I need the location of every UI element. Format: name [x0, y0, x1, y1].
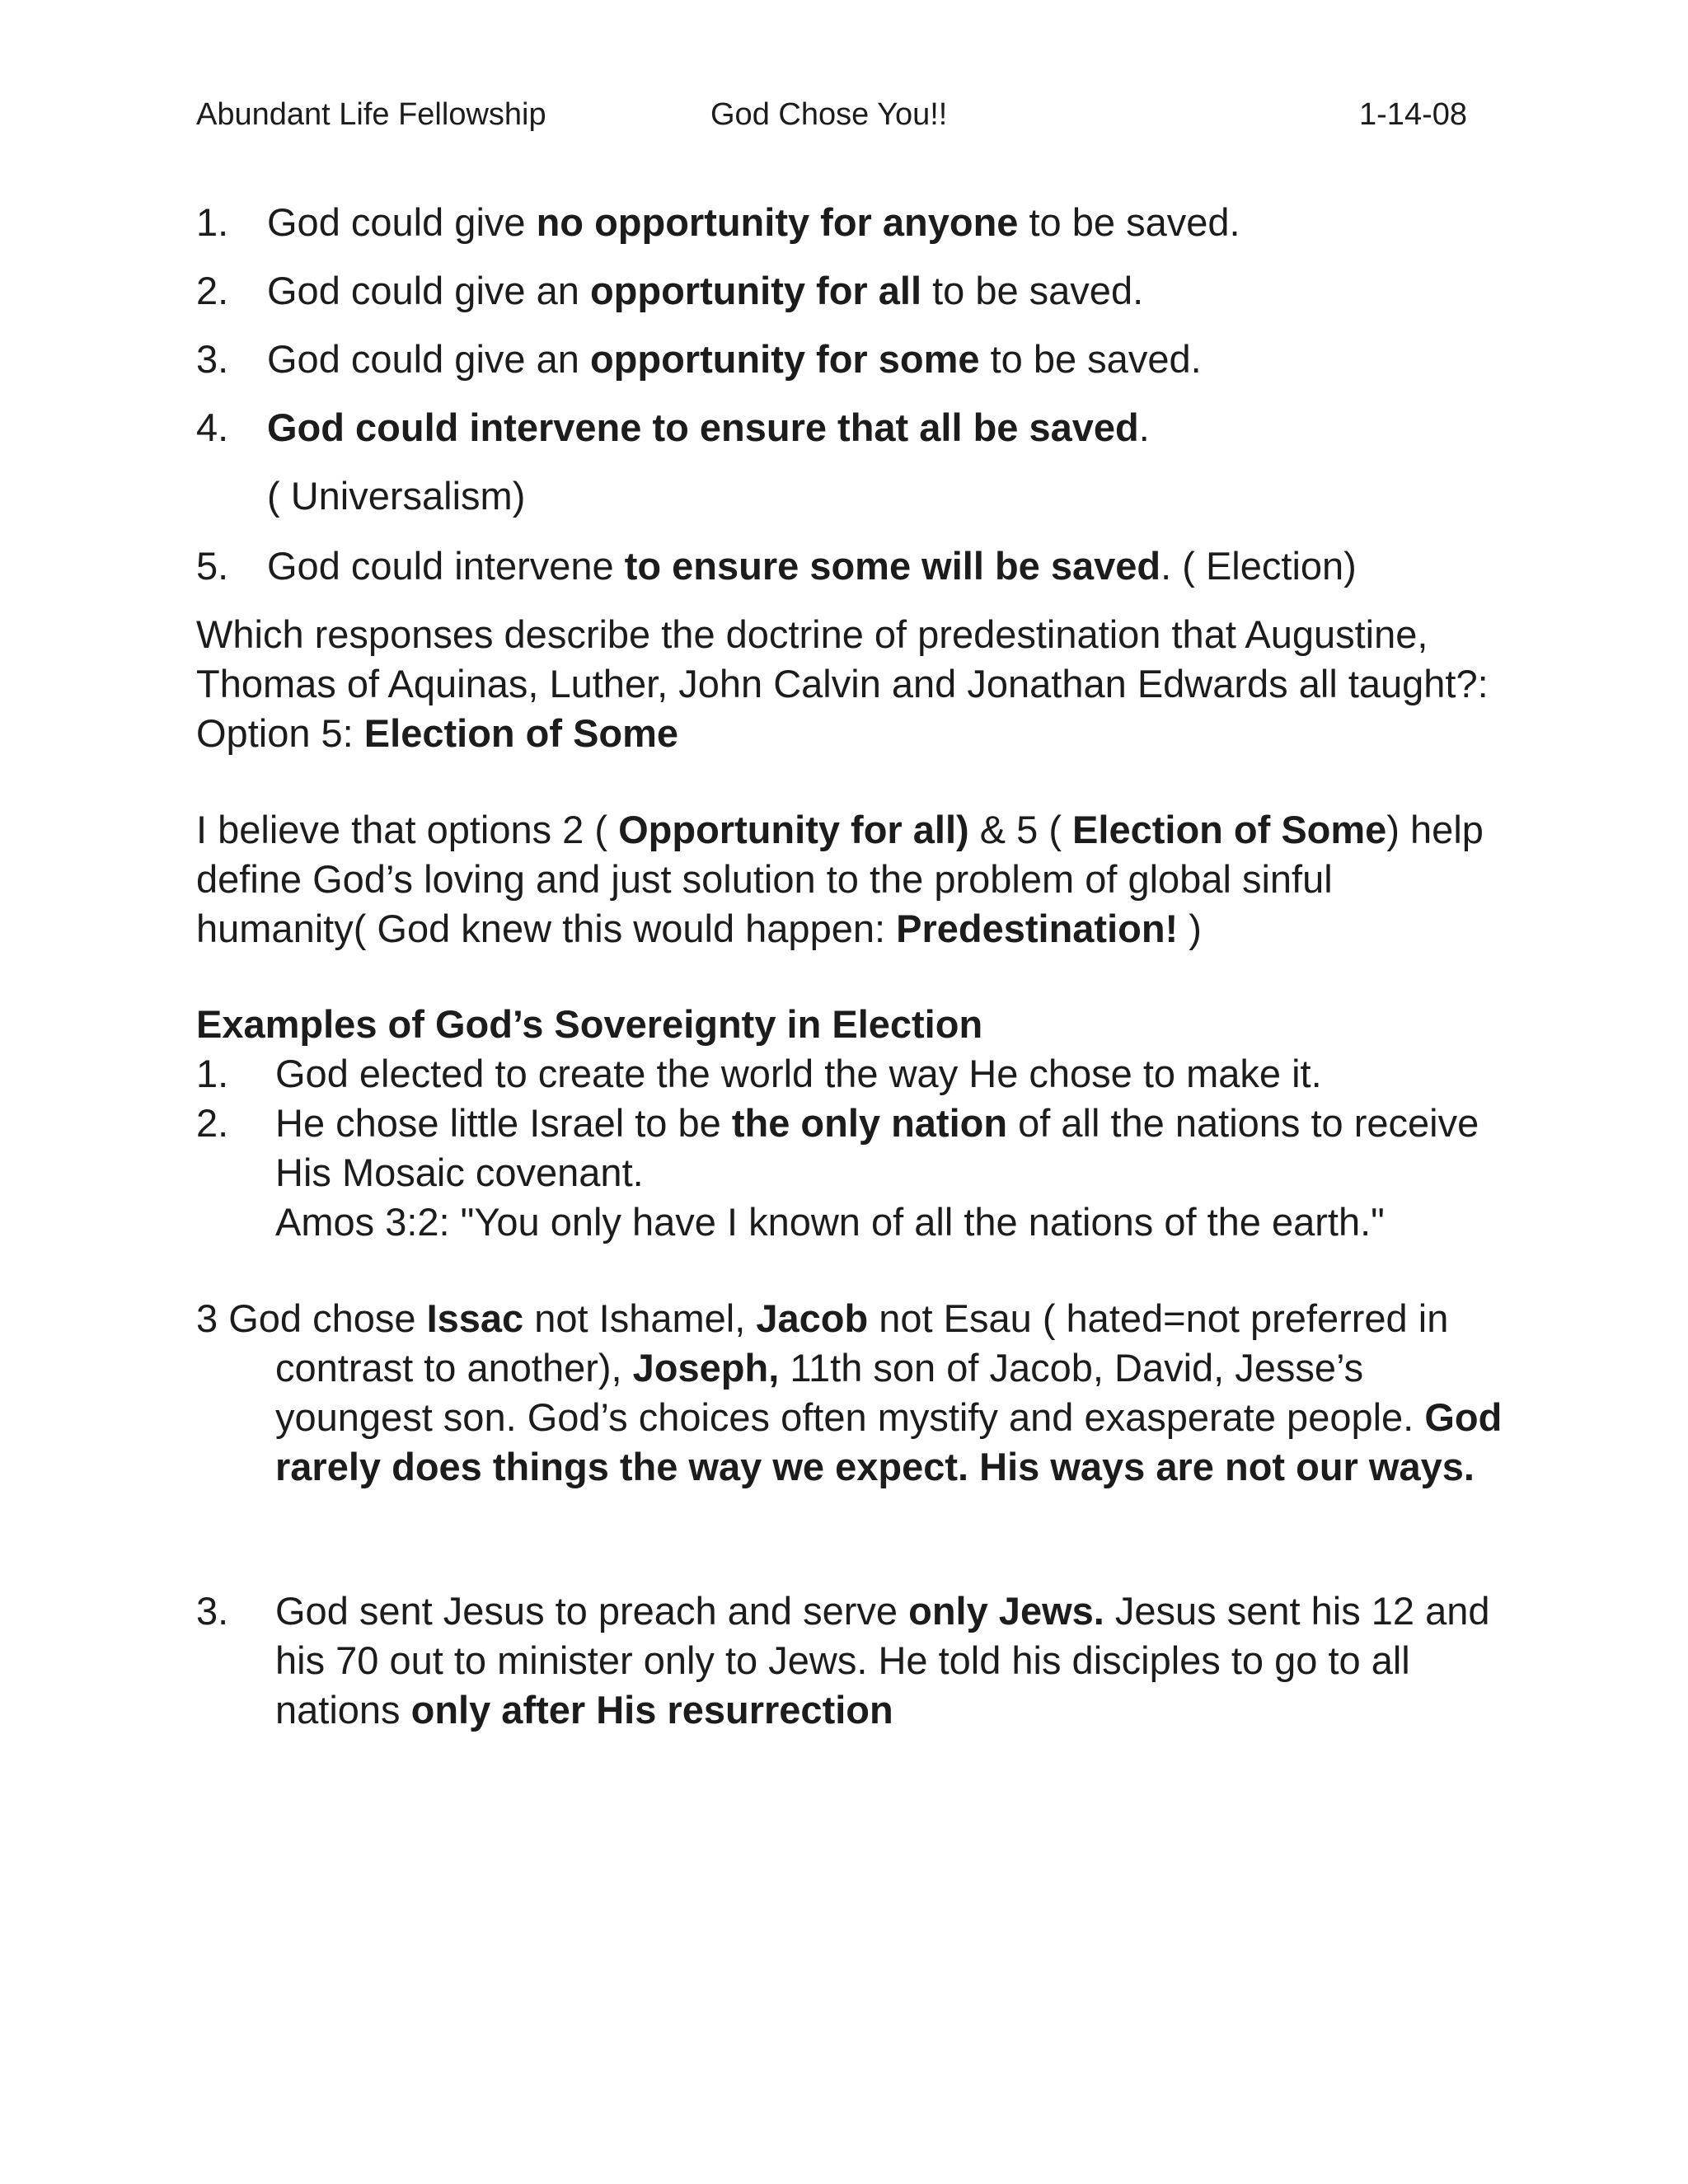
option-number: 1.: [196, 200, 229, 244]
option-1: 1. God could give no opportunity for anyone to be saved.: [196, 200, 1240, 244]
header-date: 1-14-08: [1359, 97, 1467, 132]
example-2: 2. He chose little Israel to be the only nation of all the nations to receive His Mosaic covenant. Amos 3:2: "You only have I known of all the nations of the earth.": [196, 1099, 1515, 1247]
scripture-quote: Amos 3:2: "You only have I known of all the nations of the earth.": [275, 1200, 1385, 1244]
option-2: 2. God could give an opportunity for all to be saved.: [196, 269, 1144, 312]
example-3: 3 God chose Issac not Ishamel, Jacob not Esau ( hated=not preferred in contrast to another), Joseph, 11th son of Jacob, David, Jesse’s youngest son. God’s choices often mystify and exasperate people. God rarely does things the way we expect. His ways are not our ways.: [196, 1296, 1503, 1488]
header-church-name: Abundant Life Fellowship: [196, 97, 546, 132]
page-header: [0, 97, 1688, 137]
belief-paragraph: I believe that options 2 ( Opportunity for all) & 5 ( Election of Some) help define God’s loving and just solution to the problem of global sinful humanity( God knew this would happen: Predestination! ): [196, 808, 1484, 950]
option-5: 5. God could intervene to ensure some will be saved. ( Election): [196, 544, 1357, 588]
example-number: 2.: [196, 1101, 229, 1145]
option-number: 4.: [196, 405, 229, 449]
example-1: 1. God elected to create the world the way He chose to make it.: [196, 1049, 1515, 1099]
example-number: 1.: [196, 1052, 229, 1095]
option-number: 3.: [196, 337, 229, 381]
option-4: 4. God could intervene to ensure that all be saved.: [196, 405, 1150, 449]
option-number: 2.: [196, 269, 229, 312]
example-4: 3. God sent Jesus to preach and serve only Jews. Jesus sent his 12 and his 70 out to minister only to Jews. He told his disciples to go to all nations only after His resurrection: [196, 1586, 1515, 1735]
example-number: 3.: [196, 1589, 229, 1633]
header-sermon-title: God Chose You!!: [710, 97, 948, 132]
predestination-question: Which responses describe the doctrine of predestination that Augustine, Thomas of Aquinas, Luther, John Calvin and Jonathan Edwards all taught?: Option 5: Election of Some: [196, 612, 1489, 755]
option-number: 5.: [196, 544, 229, 588]
examples-heading: Examples of God’s Sovereignty in Election: [196, 1002, 983, 1046]
option-3: 3. God could give an opportunity for some to be saved.: [196, 337, 1202, 381]
option-4-note: ( Universalism): [267, 474, 526, 518]
